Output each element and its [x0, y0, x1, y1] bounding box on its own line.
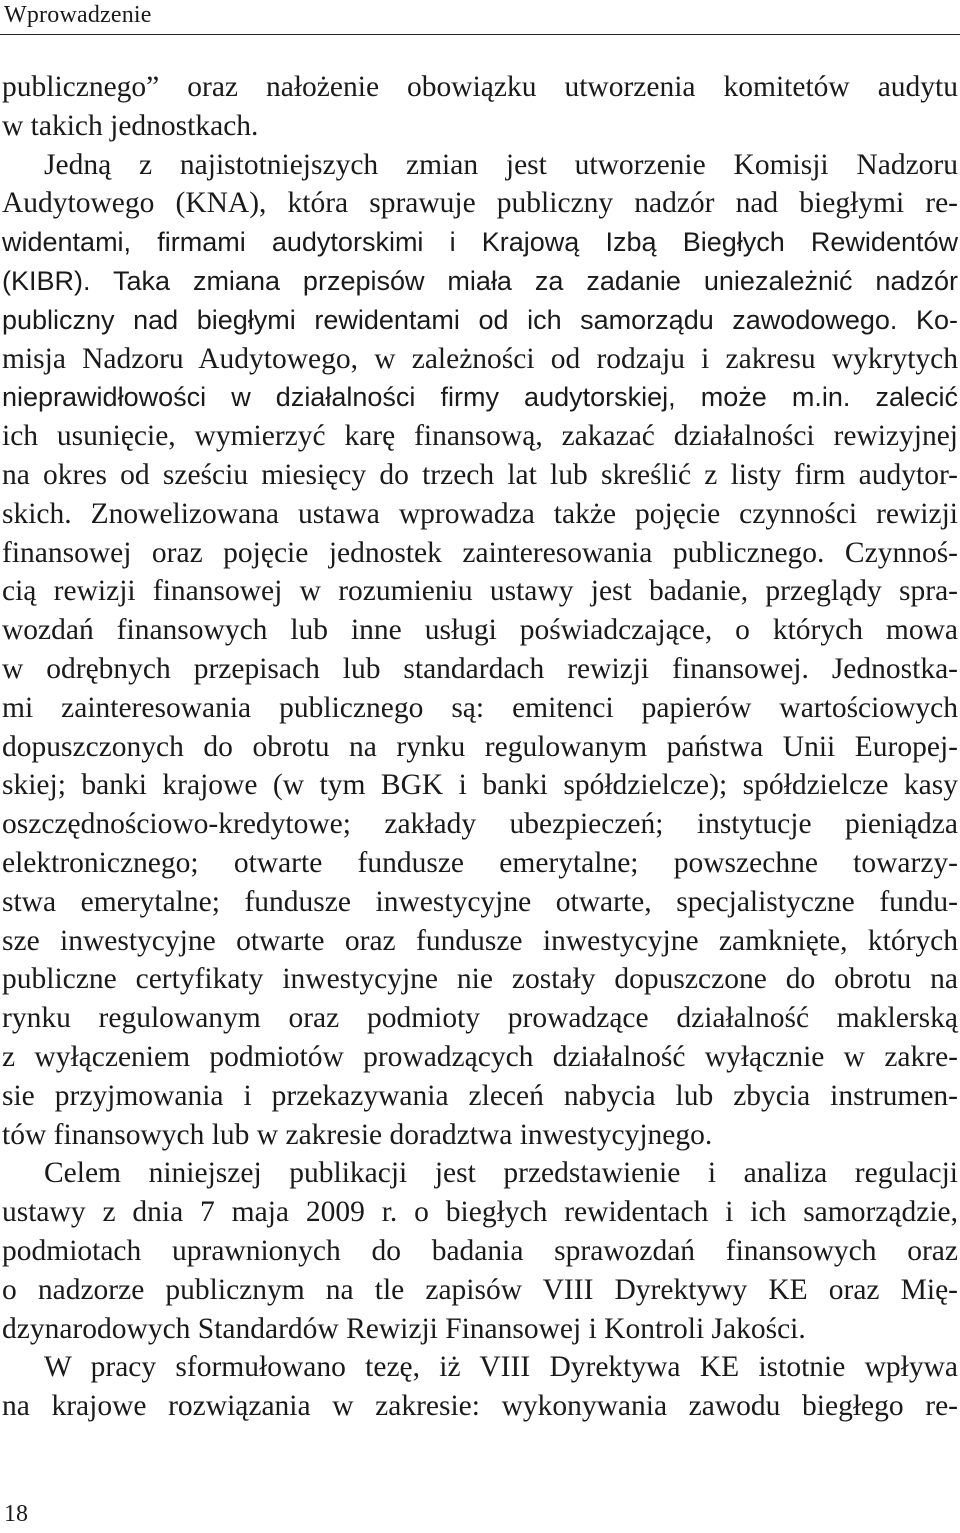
text-line: nieprawidłowości w działalności firmy audytorskiej, może m.in. zalecić	[2, 382, 958, 413]
text-line: o nadzorze publicznym na tle zapisów VIII Dyrektywy KE oraz Mię-	[2, 1273, 958, 1306]
text-line: Audytowego (KNA), która sprawuje publiczny nadzór nad biegłymi re-	[2, 187, 958, 220]
text-line: wozdań finansowych lub inne usługi poświadczające, o których mowa	[2, 614, 958, 647]
text-line: publiczne certyfikaty inwestycyjne nie zostały dopuszczone do obrotu na	[2, 963, 958, 996]
text-line: mi zainteresowania publicznego są: emitenci papierów wartościowych	[2, 691, 958, 724]
text-line: skiej; banki krajowe (w tym BGK i banki spółdzielcze); spółdzielcze kasy	[2, 769, 958, 802]
text-line: rynku regulowanym oraz podmioty prowadzące działalność maklerską	[2, 1002, 958, 1035]
text-line: ustawy z dnia 7 maja 2009 r. o biegłych rewidentach i ich samorządzie,	[2, 1196, 958, 1229]
text-line: publiczny nad biegłymi rewidentami od ich samorządu zawodowego. Ko-	[2, 304, 958, 335]
text-line: widentami, firmami audytorskimi i Krajową Izbą Biegłych Rewidentów	[2, 227, 958, 258]
text-line: Celem niniejszej publikacji jest przedstawienie i analiza regulacji	[44, 1157, 958, 1190]
text-line: (KIBR). Taka zmiana przepisów miała za zadanie uniezależnić nadzór	[2, 265, 958, 296]
text-line: stwa emerytalne; fundusze inwestycyjne otwarte, specjalistyczne fundu-	[2, 885, 958, 918]
text-line: dzynarodowych Standardów Rewizji Finansowej i Kontroli Jakości.	[2, 1312, 806, 1345]
header-title: Wprowadzenie	[4, 2, 152, 28]
text-line: podmiotach uprawnionych do badania sprawozdań finansowych oraz	[2, 1234, 958, 1267]
text-line: W pracy sformułowano tezę, iż VIII Dyrektywa KE istotnie wpływa	[44, 1351, 958, 1384]
text-line: na okres od sześciu miesięcy do trzech lat lub skreślić z listy firm audytor-	[2, 458, 958, 491]
text-line: skich. Znowelizowana ustawa wprowadza także pojęcie czynności rewizji	[2, 497, 958, 530]
text-line: publicznego” oraz nałożenie obowiązku utworzenia komitetów audytu	[2, 71, 958, 103]
text-line: Jedną z najistotniejszych zmian jest utworzenie Komisji Nadzoru	[44, 148, 958, 181]
text-line: ich usunięcie, wymierzyć karę finansową, zakazać działalności rewizyjnej	[2, 420, 958, 453]
text-line: na krajowe rozwiązania w zakresie: wykonywania zawodu biegłego re-	[2, 1390, 958, 1423]
text-line: dopuszczonych do obrotu na rynku regulowanym państwa Unii Europej-	[2, 730, 958, 763]
text-line: sie przyjmowania i przekazywania zleceń nabycia lub zbycia instrumen-	[2, 1079, 958, 1112]
running-header	[0, 0, 960, 35]
text-line: oszczędnościowo-kredytowe; zakłady ubezpieczeń; instytucje pieniądza	[2, 808, 958, 841]
page-number: 18	[4, 1501, 28, 1527]
text-line: w odrębnych przepisach lub standardach rewizji finansowej. Jednostka-	[2, 652, 958, 685]
text-line: elektronicznego; otwarte fundusze emerytalne; powszechne towarzy-	[2, 846, 958, 879]
text-line: z wyłączeniem podmiotów prowadzących działalność wyłącznie w zakre-	[2, 1040, 958, 1073]
body-text	[0, 68, 960, 1426]
text-line: sze inwestycyjne otwarte oraz fundusze inwestycyjne zamknięte, których	[2, 924, 958, 957]
text-line: tów finansowych lub w zakresie doradztwa inwestycyjnego.	[2, 1118, 713, 1151]
text-line: misja Nadzoru Audytowego, w zależności od rodzaju i zakresu wykrytych	[2, 342, 958, 375]
text-line: finansowej oraz pojęcie jednostek zainteresowania publicznego. Czynnoś-	[2, 536, 958, 569]
text-line: cią rewizji finansowej w rozumieniu ustawy jest badanie, przeglądy spra-	[2, 575, 958, 608]
text-line: w takich jednostkach.	[2, 109, 259, 142]
